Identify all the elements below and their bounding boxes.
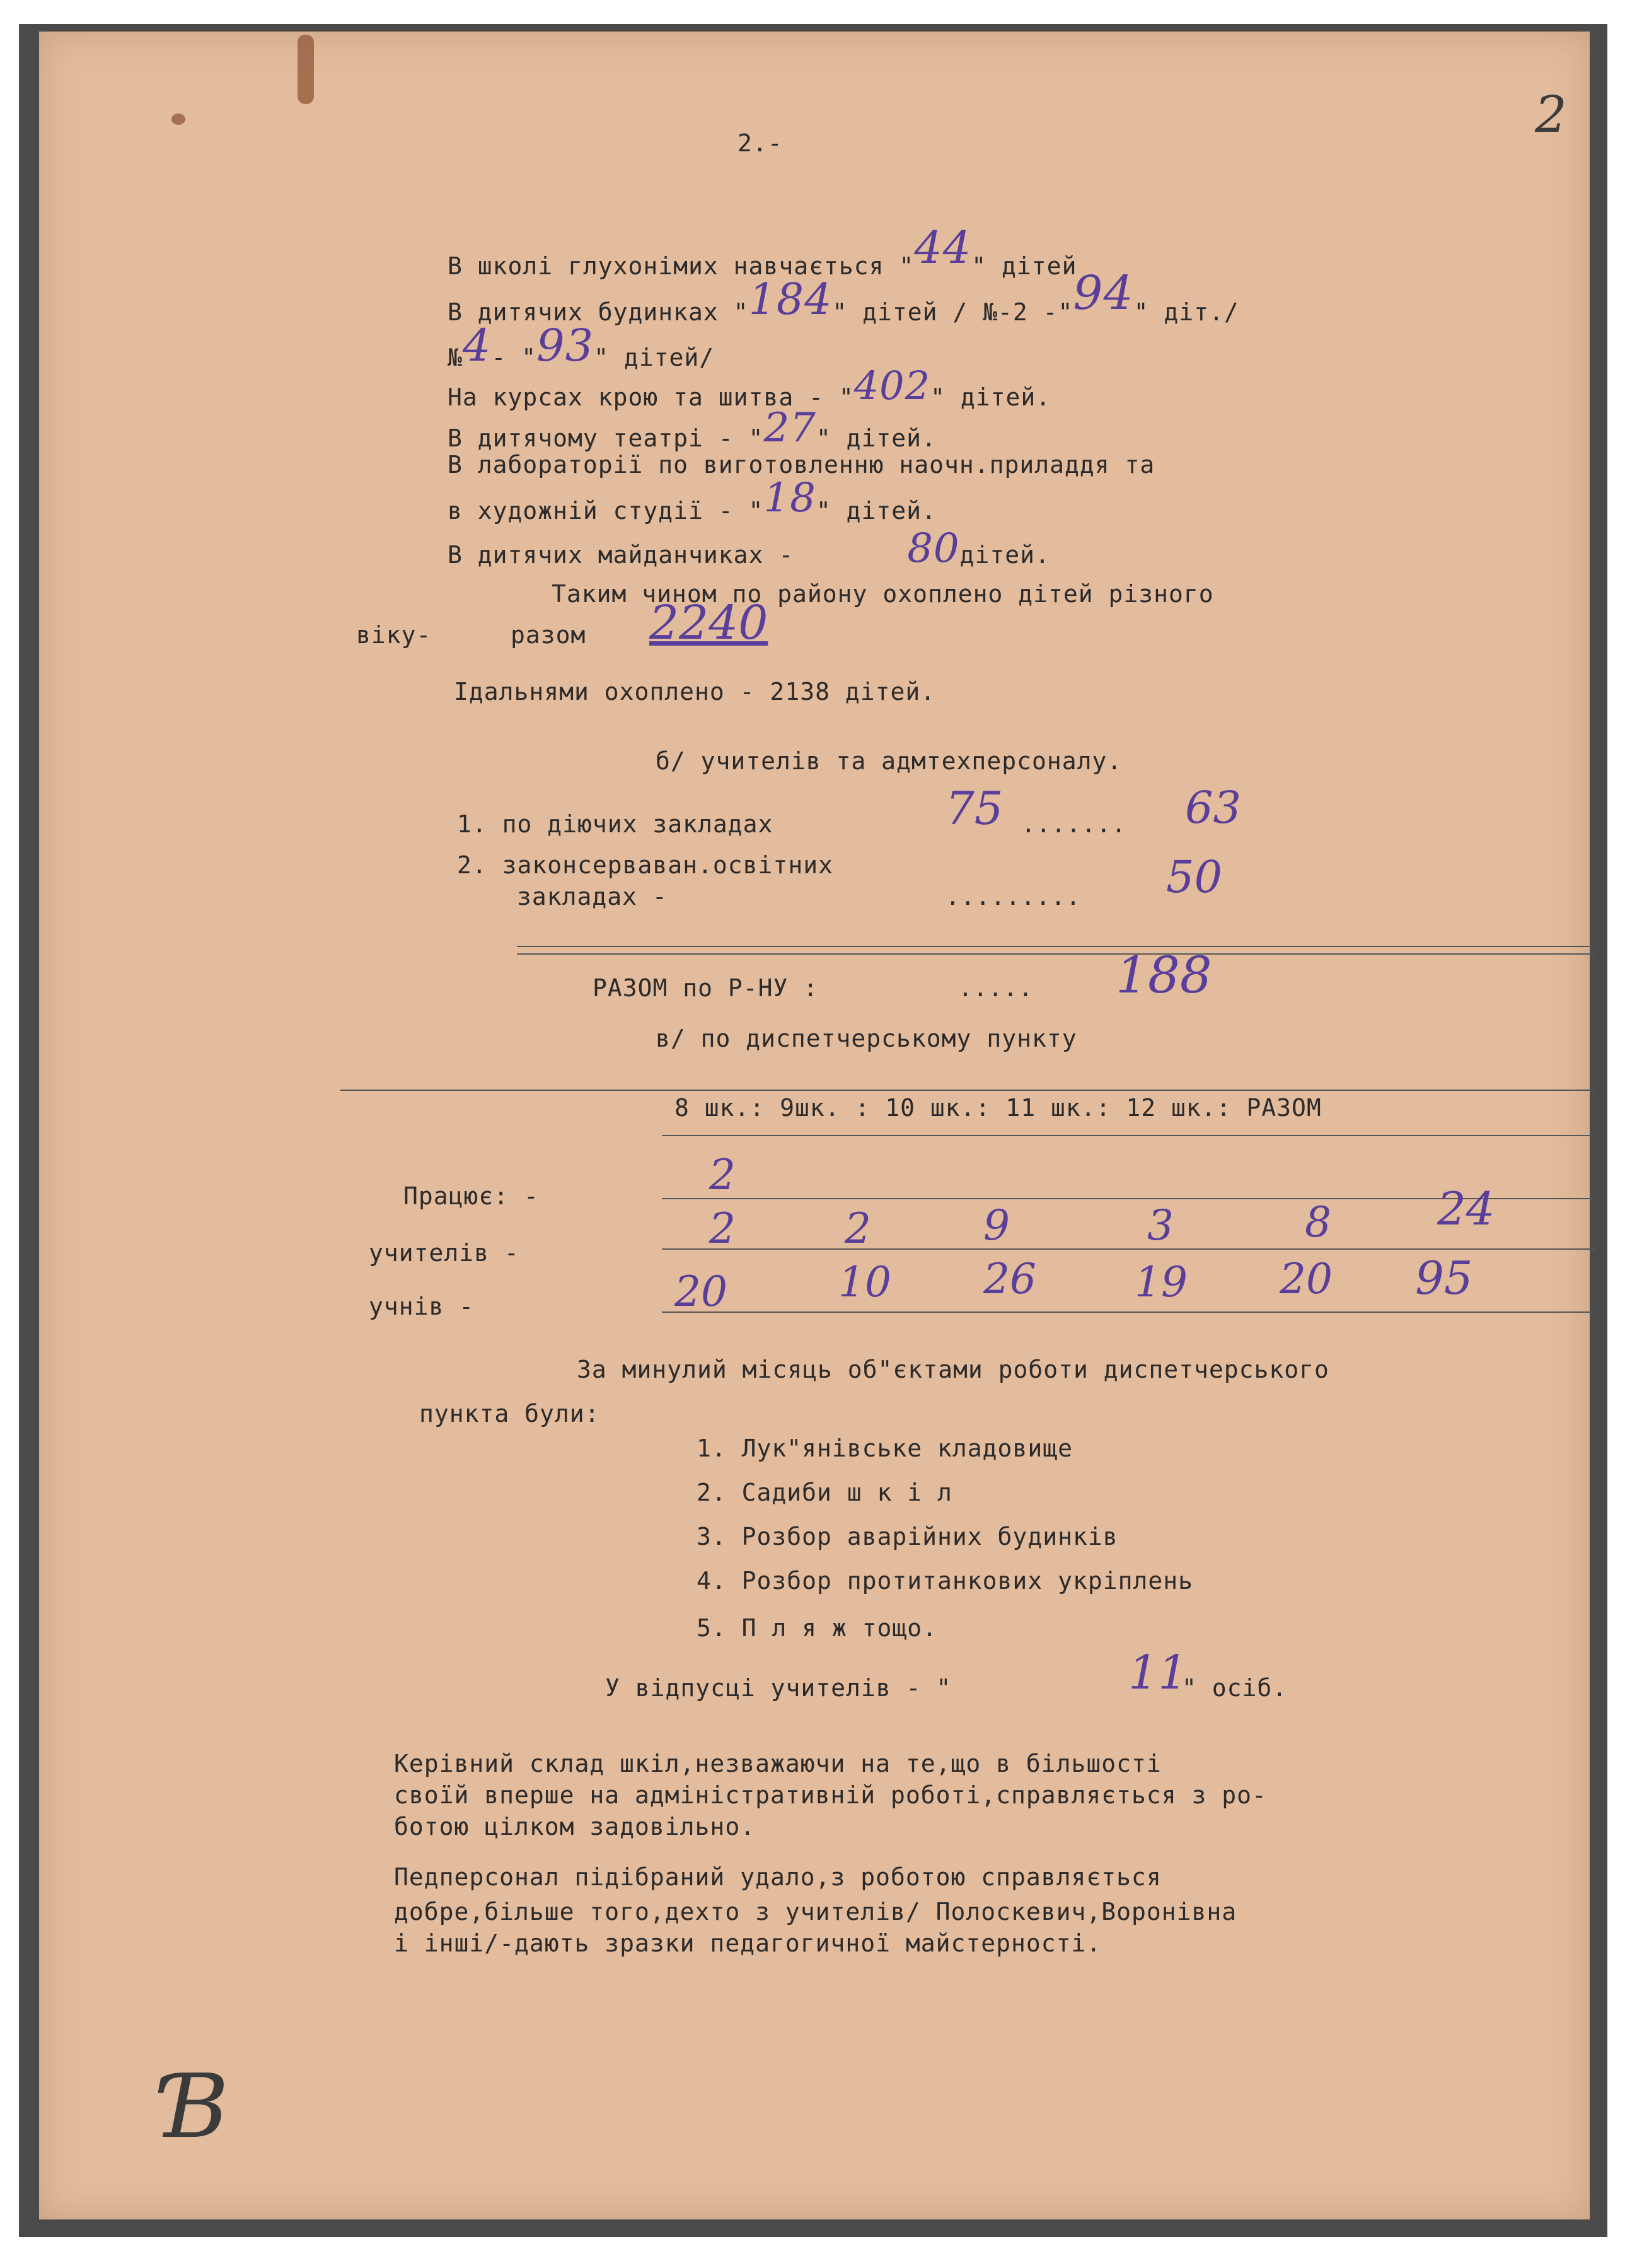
table-cell: 9 <box>983 1201 1010 1250</box>
table-header-rule <box>662 1135 1595 1136</box>
list-item: 1. Лук"янівське кладовище <box>697 1434 1073 1462</box>
table-cell: 20 <box>1280 1255 1333 1303</box>
section-b-row2-dots: ......... <box>946 883 1081 910</box>
total-line-1: Таким чином по району охоплено дітей різного <box>552 580 1214 608</box>
table-cell: 95 <box>1415 1252 1473 1305</box>
paragraph-line: Педперсонал підібраний удало,з роботою справляється <box>394 1863 1162 1891</box>
table-cell: 3 <box>1147 1201 1174 1250</box>
enroll-line-6: В лабораторії по виготовленню наочн.приладдя та <box>448 451 1155 479</box>
section-b-row1-value: 75 <box>946 782 1004 835</box>
vacation-value: 11 <box>1128 1646 1188 1700</box>
paragraph-line: добре,більше того,дехто з учителів/ Полоскевич,Воронівна <box>394 1898 1237 1926</box>
table-cell: 19 <box>1135 1258 1188 1306</box>
vacation-suffix: " осіб. <box>1182 1674 1288 1702</box>
dispatch-table-header: 8 шк.: 9шк. : 10 шк.: 11 шк.: 12 шк.: РАЗОМ <box>674 1094 1322 1122</box>
enroll-line-4: На курсах крою та шитва - "402" дітей. <box>448 363 1051 411</box>
enroll-line-7: в художній студії - "18" дітей. <box>448 475 937 525</box>
table-cell: 20 <box>674 1267 727 1316</box>
enroll-line-8: В дитячих майданчиках - 80дітей. <box>448 525 1050 572</box>
enroll-line-5: В дитячому театрі - "27" дітей. <box>448 405 937 452</box>
list-item: 4. Розбор протитанкових укріплень <box>697 1567 1193 1595</box>
section-b-total-value: 188 <box>1116 946 1212 1004</box>
paragraph-line: і інші/-дають зразки педагогичної майстерності. <box>394 1929 1102 1957</box>
table-cell: 8 <box>1305 1198 1331 1247</box>
table-row-label: учителів - <box>369 1239 519 1267</box>
total-value: 2240 <box>649 596 768 650</box>
table-cell: 2 <box>845 1204 871 1253</box>
paragraph-line: ботою цілком задовільно. <box>394 1813 756 1841</box>
divider-line <box>517 946 1595 947</box>
divider-line <box>517 953 1595 955</box>
section-b-row1-value2: 63 <box>1185 782 1242 834</box>
table-cell: 2 <box>709 1204 736 1253</box>
table-row-rule <box>662 1248 1595 1250</box>
page-header: 2.- <box>738 129 783 157</box>
section-b-row1-dots: ....... <box>1021 810 1127 838</box>
total-label: разом <box>511 621 586 649</box>
handwritten-page-number: 2 <box>1535 85 1567 144</box>
section-b-row-1: 1. по діючих закладах <box>457 810 773 838</box>
enroll-line-3: №4- "93" дітей/ <box>448 320 715 371</box>
section-v-title: в/ по диспетчерському пункту <box>656 1025 1077 1052</box>
objects-intro-1: За минулий місяць об"єктами роботи диспетчерського <box>577 1356 1329 1383</box>
total-prefix: віку- <box>356 621 432 649</box>
paragraph-line: Керівний склад шкіл,незважаючи на те,що в більшості <box>394 1750 1162 1777</box>
list-item: 3. Розбор аварійних будинків <box>697 1523 1118 1550</box>
bottom-pencil-mark: Ɓ <box>164 2056 229 2158</box>
document-page <box>39 32 1590 2219</box>
section-b-title: б/ учителів та адмтехперсоналу. <box>656 747 1123 775</box>
table-cell: 26 <box>983 1255 1036 1303</box>
section-b-total-dots: ..... <box>958 974 1034 1002</box>
enroll-line-1: В школі глухонімих навчається "44" дітей <box>448 222 1077 280</box>
section-b-row2-value: 50 <box>1166 851 1223 903</box>
table-top-rule <box>340 1090 1595 1091</box>
table-row-label: Працює: - <box>403 1182 539 1210</box>
paragraph-line: своїй вперше на адміністративній роботі,справляється з ро- <box>394 1781 1267 1809</box>
rust-stain <box>298 35 314 104</box>
table-row-rule <box>662 1311 1595 1313</box>
list-item: 2. Садиби ш к і л <box>697 1479 952 1506</box>
table-cell: 2 <box>709 1151 736 1199</box>
vacation-label: У відпусці учителів - " <box>605 1674 952 1702</box>
section-b-row-2: 2. законсерваван.освітних <box>457 851 833 879</box>
enroll-line-2: В дитячих будинках "184" дітей / №-2 -"94" діт./ <box>448 266 1239 326</box>
section-b-total-label: РАЗОМ по Р-НУ : <box>593 974 819 1002</box>
covered-line: Ідальнями охоплено - 2138 дітей. <box>454 678 936 706</box>
section-b-row-2b: закладах - <box>517 883 668 910</box>
table-row-label: учнів - <box>369 1293 475 1320</box>
rust-spot <box>171 113 185 125</box>
objects-intro-2: пункта були: <box>419 1400 600 1428</box>
table-cell: 10 <box>838 1258 891 1306</box>
table-cell: 24 <box>1437 1182 1495 1235</box>
list-item: 5. П л я ж тощо. <box>697 1614 938 1642</box>
